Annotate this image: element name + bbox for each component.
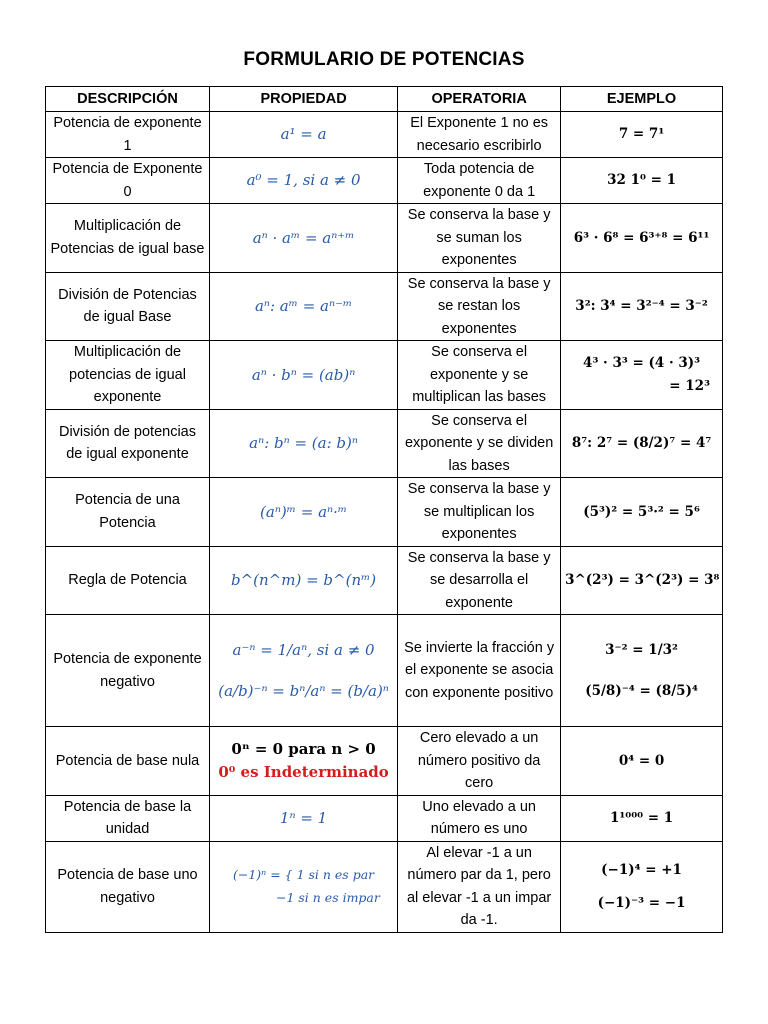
example: 4³ · 3³ = (4 · 3)³	[583, 355, 701, 372]
row-propiedad	[209, 158, 397, 204]
formula: (−1)ⁿ = { 1 si n es par	[232, 867, 375, 882]
row-descripcion: División de Potencias de igual Base	[46, 272, 210, 341]
page-title: FORMULARIO DE POTENCIAS	[243, 49, 525, 70]
table-row	[46, 546, 723, 615]
table-row	[46, 112, 723, 158]
formula: aⁿ: aᵐ = aⁿ⁻ᵐ	[254, 297, 353, 315]
example: 3⁻² = 1/3²	[605, 642, 678, 658]
row-operatoria: Al elevar -1 a un número par da 1, pero al elevar -1 a un impar da -1.	[398, 841, 561, 932]
table-row	[46, 272, 723, 341]
example: 0⁴ = 0	[618, 752, 665, 769]
row-descripcion: Multiplicación de Potencias de igual base	[46, 204, 210, 273]
formula: 0ⁿ = 0 para n > 0	[231, 740, 376, 759]
row-ejemplo	[561, 841, 723, 932]
table-row	[46, 727, 723, 796]
row-operatoria: Uno elevado a un número es uno	[398, 795, 561, 841]
formula: aⁿ · bⁿ = (ab)ⁿ	[251, 365, 356, 384]
row-operatoria: Cero elevado a un número positivo da cero	[398, 727, 561, 796]
row-propiedad	[209, 341, 397, 410]
table-row	[46, 478, 723, 547]
header-operatoria: OPERATORIA	[398, 87, 561, 112]
example: (5/8)⁻⁴ = (8/5)⁴	[585, 682, 698, 699]
table-row	[46, 841, 723, 932]
table-row	[46, 409, 723, 478]
row-ejemplo	[561, 615, 723, 727]
table-row	[46, 795, 723, 841]
formula: a¹ = a	[280, 125, 327, 144]
formula: aⁿ · aᵐ = aⁿ⁺ᵐ	[252, 228, 355, 247]
row-operatoria: Se conserva la base y se desarrolla el exponente	[398, 546, 561, 615]
header-propiedad: PROPIEDAD	[209, 87, 397, 112]
table-row	[46, 615, 723, 727]
row-operatoria: Toda potencia de exponente 0 da 1	[398, 158, 561, 204]
row-operatoria: Se conserva el exponente y se dividen las bases	[398, 409, 561, 478]
row-descripcion: Regla de Potencia	[46, 546, 210, 615]
example: 6³ · 6⁸ = 6³⁺⁸ = 6¹¹	[573, 229, 710, 246]
row-ejemplo	[561, 478, 723, 547]
example: 7 = 7¹	[618, 126, 665, 143]
row-ejemplo	[561, 204, 723, 273]
row-ejemplo	[561, 272, 723, 341]
formula: aⁿ: bⁿ = (a: b)ⁿ	[249, 434, 358, 452]
row-operatoria: Se conserva el exponente y se multiplican las bases	[398, 341, 561, 410]
row-descripcion: División de potencias de igual exponente	[46, 409, 210, 478]
row-operatoria: El Exponente 1 no es necesario escribirlo	[398, 112, 561, 158]
row-propiedad	[209, 478, 397, 547]
row-operatoria: Se conserva la base y se suman los exponentes	[398, 204, 561, 273]
row-propiedad	[209, 727, 397, 796]
row-ejemplo	[561, 409, 723, 478]
row-ejemplo	[561, 546, 723, 615]
row-descripcion: Potencia de exponente negativo	[46, 615, 210, 727]
row-descripcion: Potencia de base la unidad	[46, 795, 210, 841]
table-row	[46, 158, 723, 204]
row-propiedad	[209, 615, 397, 727]
row-propiedad	[209, 112, 397, 158]
example-continued: = 12³	[669, 377, 710, 394]
row-ejemplo	[561, 795, 723, 841]
row-propiedad	[209, 841, 397, 932]
formula: (aⁿ)ᵐ = aⁿ·ᵐ	[260, 502, 348, 521]
row-propiedad	[209, 204, 397, 273]
header-descripcion: DESCRIPCIÓN	[46, 87, 210, 112]
example: (−1)⁻³ = −1	[597, 894, 686, 911]
row-ejemplo	[561, 341, 723, 410]
row-descripcion: Potencia de una Potencia	[46, 478, 210, 547]
example: 32 1⁰ = 1	[607, 172, 676, 189]
row-ejemplo	[561, 158, 723, 204]
example: 8⁷: 2⁷ = (8/2)⁷ = 4⁷	[571, 435, 712, 451]
formula-continued: −1 si n es impar	[275, 889, 380, 905]
example: 1¹⁰⁰⁰ = 1	[609, 809, 674, 826]
row-descripcion: Potencia de base nula	[46, 727, 210, 796]
table-row	[46, 204, 723, 273]
row-descripcion: Potencia de exponente 1	[46, 112, 210, 158]
example: (5³)² = 5³·² = 5⁶	[583, 503, 700, 520]
formula: 1ⁿ = 1	[279, 808, 328, 827]
table-row	[46, 341, 723, 410]
table-header-row	[46, 87, 723, 112]
row-operatoria: Se conserva la base y se multiplican los exponentes	[398, 478, 561, 547]
row-propiedad	[209, 795, 397, 841]
row-descripcion: Potencia de Exponente 0	[46, 158, 210, 204]
row-propiedad	[209, 546, 397, 615]
header-ejemplo: EJEMPLO	[561, 87, 723, 112]
row-propiedad	[209, 272, 397, 341]
powers-table	[45, 86, 723, 933]
formula: (a/b)⁻ⁿ = bⁿ/aⁿ = (b/a)ⁿ	[218, 681, 389, 700]
formula-indeterminate: 0⁰ es Indeterminado	[218, 762, 389, 781]
formula: a⁰ = 1, si a ≠ 0	[246, 171, 361, 190]
row-descripcion: Potencia de base uno negativo	[46, 841, 210, 932]
example: 3^(2³) = 3^(2³) = 3⁸	[565, 572, 720, 588]
row-ejemplo	[561, 112, 723, 158]
row-ejemplo	[561, 727, 723, 796]
row-propiedad	[209, 409, 397, 478]
row-operatoria: Se invierte la fracción y el exponente se asocia con exponente positivo	[398, 615, 561, 727]
row-operatoria: Se conserva la base y se restan los exponentes	[398, 272, 561, 341]
example: 3²: 3⁴ = 3²⁻⁴ = 3⁻²	[575, 298, 708, 314]
row-descripcion: Multiplicación de potencias de igual exponente	[46, 341, 210, 410]
formula: b^(n^m) = b^(nᵐ)	[230, 571, 377, 589]
formula: a⁻ⁿ = 1/aⁿ, si a ≠ 0	[232, 641, 375, 659]
example: (−1)⁴ = +1	[601, 862, 682, 878]
